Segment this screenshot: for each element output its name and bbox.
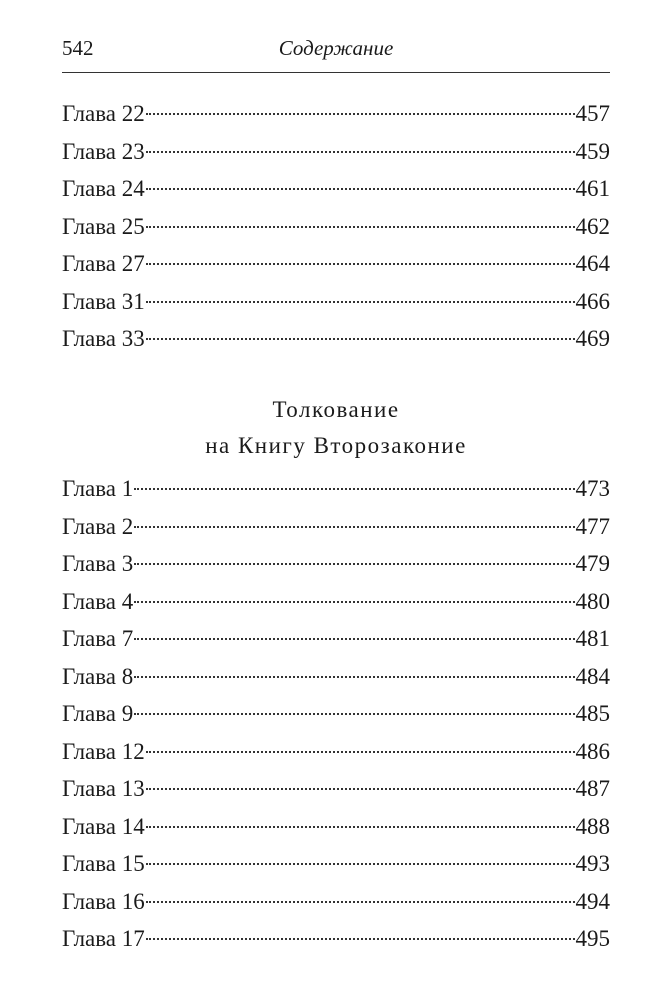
toc-entry-page: 466 xyxy=(575,288,610,314)
toc-entry-page: 484 xyxy=(575,663,610,689)
toc-entry-label: Глава 9 xyxy=(62,701,134,726)
toc-entry xyxy=(62,658,610,696)
toc-entry-label: Глава 1 xyxy=(62,476,134,501)
toc-entry-label: Глава 15 xyxy=(62,851,145,876)
dot-leader xyxy=(134,526,574,528)
toc-entry-label: Глава 22 xyxy=(62,101,145,126)
dot-leader xyxy=(146,751,575,753)
toc-list-part2 xyxy=(62,470,610,958)
toc-entry-page: 495 xyxy=(575,926,610,951)
toc-entry-label: Глава 27 xyxy=(62,251,145,276)
dot-leader xyxy=(146,938,575,940)
toc-entry xyxy=(62,470,610,508)
toc-entry-page: 481 xyxy=(575,626,610,651)
toc-entry xyxy=(62,733,610,771)
toc-entry-page: 487 xyxy=(575,776,610,801)
toc-entry-label: Глава 13 xyxy=(62,776,145,801)
toc-entry-page: 480 xyxy=(575,588,610,614)
dot-leader xyxy=(146,301,575,303)
toc-entry-page: 479 xyxy=(575,551,610,576)
toc-entry xyxy=(62,695,610,733)
toc-entry-label: Глава 4 xyxy=(62,588,134,614)
toc-entry-label: Глава 31 xyxy=(62,288,145,314)
toc-entry xyxy=(62,770,610,808)
toc-entry-page: 457 xyxy=(575,101,610,126)
dot-leader xyxy=(146,226,575,228)
toc-entry-page: 494 xyxy=(575,888,610,914)
toc-entry xyxy=(62,845,610,883)
toc-entry-page: 464 xyxy=(575,251,610,276)
toc-entry xyxy=(62,283,610,321)
section-heading-line1: Толкование xyxy=(272,397,400,422)
toc-entry xyxy=(62,245,610,283)
toc-entry-page: 477 xyxy=(575,513,610,539)
toc-entry-label: Глава 17 xyxy=(62,926,145,951)
dot-leader xyxy=(146,901,575,903)
toc-entry-label: Глава 2 xyxy=(62,513,134,539)
toc-entry-label: Глава 33 xyxy=(62,326,145,351)
toc-entry-label: Глава 14 xyxy=(62,813,145,839)
dot-leader xyxy=(146,338,575,340)
dot-leader xyxy=(146,263,575,265)
toc-entry xyxy=(62,808,610,846)
toc-entry-label: Глава 3 xyxy=(62,551,134,576)
dot-leader xyxy=(146,863,575,865)
toc-entry-label: Глава 16 xyxy=(62,888,145,914)
toc-entry xyxy=(62,170,610,208)
toc-entry-label: Глава 25 xyxy=(62,213,145,239)
toc-entry xyxy=(62,545,610,583)
toc-entry-label: Глава 24 xyxy=(62,176,145,201)
page-number: 542 xyxy=(62,36,94,60)
dot-leader xyxy=(146,826,575,828)
toc-entry-page: 469 xyxy=(575,326,610,351)
toc-entry-page: 459 xyxy=(575,138,610,164)
section-heading-line2: на Книгу Второзаконие xyxy=(205,433,467,458)
toc-entry-label: Глава 8 xyxy=(62,663,134,689)
toc-list-part1 xyxy=(62,95,610,358)
header-rule xyxy=(62,72,610,73)
dot-leader xyxy=(134,488,574,490)
section-heading xyxy=(62,392,610,464)
dot-leader xyxy=(134,638,574,640)
toc-entry xyxy=(62,95,610,133)
toc-entry xyxy=(62,583,610,621)
dot-leader xyxy=(146,151,575,153)
toc-entry xyxy=(62,208,610,246)
dot-leader xyxy=(134,713,574,715)
toc-entry-label: Глава 23 xyxy=(62,138,145,164)
dot-leader xyxy=(134,601,574,603)
toc-entry xyxy=(62,920,610,958)
toc-entry-label: Глава 7 xyxy=(62,626,134,651)
dot-leader xyxy=(146,188,575,190)
toc-entry xyxy=(62,133,610,171)
toc-entry xyxy=(62,620,610,658)
toc-entry-page: 485 xyxy=(575,701,610,726)
toc-entry xyxy=(62,320,610,358)
dot-leader xyxy=(146,113,575,115)
dot-leader xyxy=(134,676,574,678)
dot-leader xyxy=(134,563,574,565)
toc-entry-label: Глава 12 xyxy=(62,738,145,764)
toc-entry-page: 488 xyxy=(575,813,610,839)
toc-entry xyxy=(62,883,610,921)
running-head xyxy=(62,32,610,64)
toc-entry-page: 462 xyxy=(575,213,610,239)
toc-entry-page: 473 xyxy=(575,476,610,501)
toc-entry-page: 493 xyxy=(575,851,610,876)
toc-entry xyxy=(62,508,610,546)
toc-entry-page: 486 xyxy=(575,738,610,764)
dot-leader xyxy=(146,788,575,790)
running-title: Содержание xyxy=(278,36,394,60)
toc-entry-page: 461 xyxy=(575,176,610,201)
